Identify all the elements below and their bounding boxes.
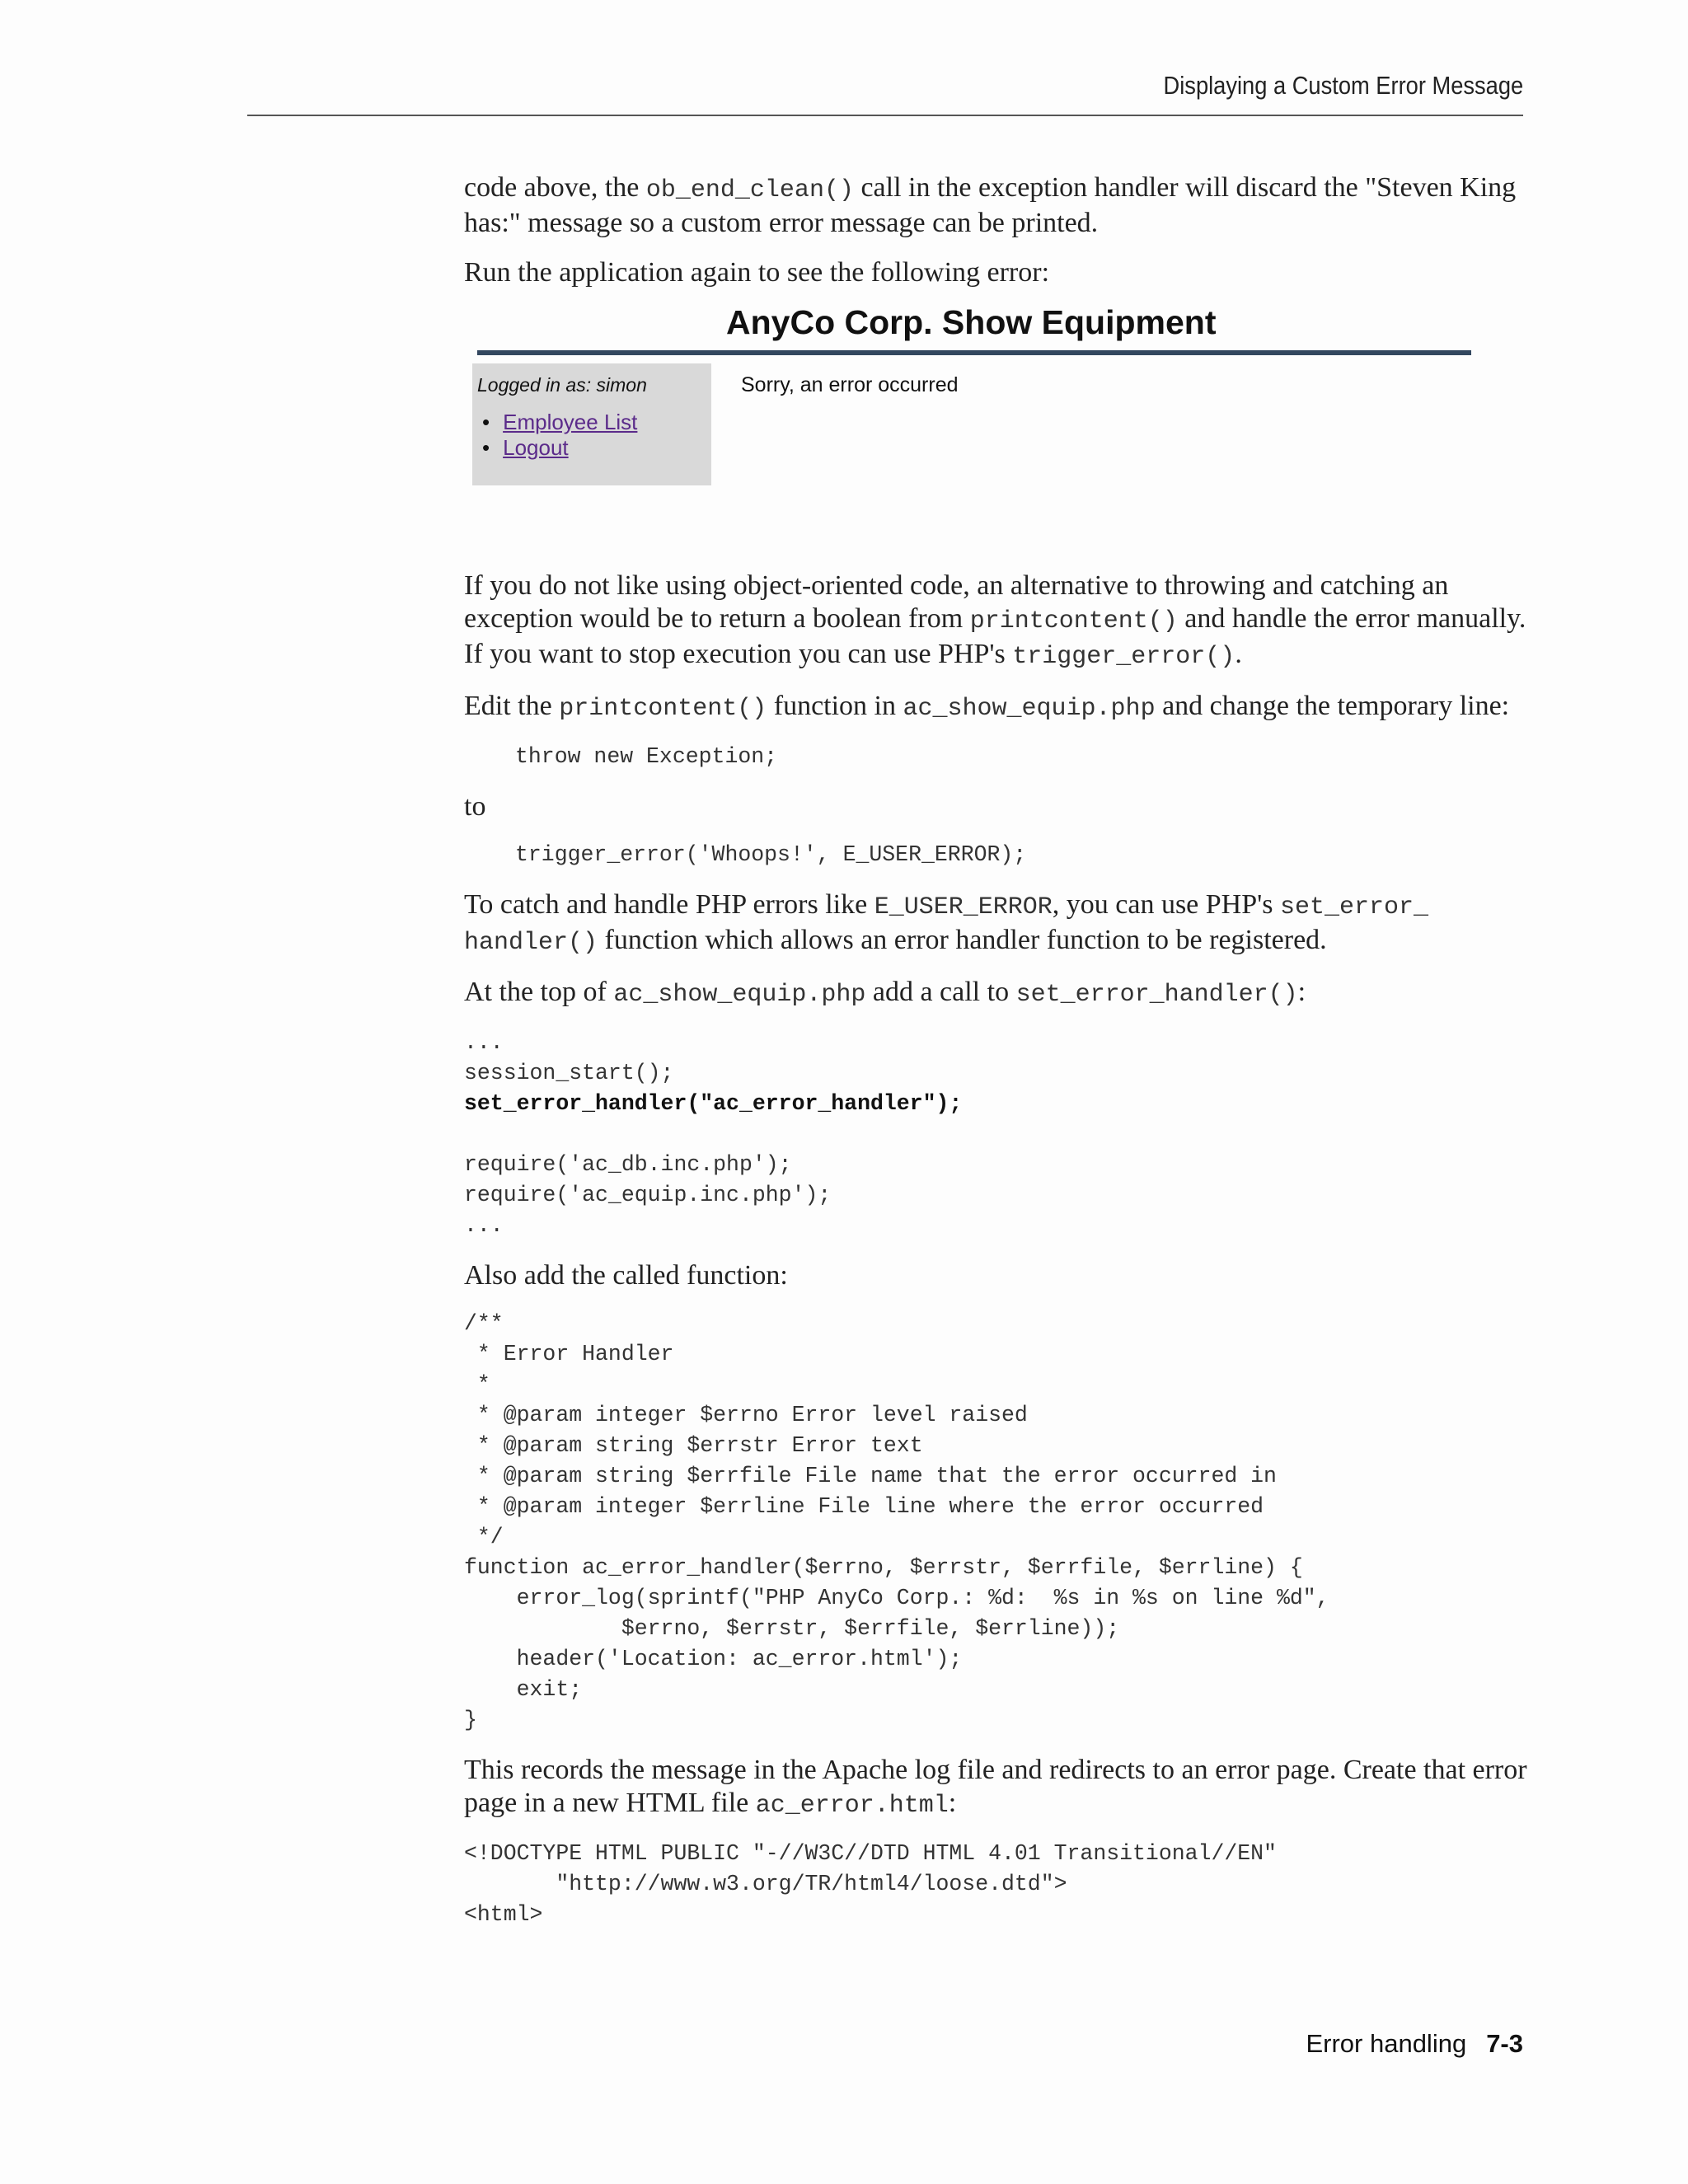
text-run: : bbox=[948, 1788, 957, 1818]
inline-code: ob_end_clean() bbox=[645, 176, 854, 204]
footer-section: Error handling bbox=[1306, 2029, 1467, 2058]
text-run: function which allows an error handler function to be registered. bbox=[598, 925, 1327, 955]
text-run: This records the message in the Apache log file and redirects to an error page. Create that error page in a new HTML file bbox=[464, 1755, 1527, 1818]
page-body bbox=[464, 171, 1527, 1930]
page-footer bbox=[1306, 2029, 1523, 2059]
code-text: ... session_start(); bbox=[464, 1030, 674, 1085]
text-run: To catch and handle PHP errors like bbox=[464, 889, 874, 920]
inline-code: printcontent() bbox=[969, 607, 1178, 635]
text-run: call in the exception handler will discard the "Steven King has:" message so a custom error message can be printed. bbox=[464, 172, 1517, 238]
app-title: AnyCo Corp. Show Equipment bbox=[726, 303, 1217, 341]
app-sidebar bbox=[472, 363, 711, 485]
text-run: : bbox=[1297, 977, 1306, 1007]
inline-code: set_error_handler() bbox=[1015, 981, 1298, 1009]
inline-code: E_USER_ERROR bbox=[874, 893, 1053, 921]
code-highlight: set_error_handler("ac_error_handler"); bbox=[464, 1091, 963, 1116]
text-run: function in bbox=[767, 691, 903, 721]
app-title-rule bbox=[477, 350, 1471, 355]
inline-code: set_error_ bbox=[1280, 893, 1429, 921]
inline-code: ac_show_equip.php bbox=[613, 981, 866, 1009]
text-run: Edit the bbox=[464, 691, 560, 721]
running-header: Displaying a Custom Error Message bbox=[1163, 71, 1523, 100]
employee-list-link[interactable]: Employee List bbox=[503, 410, 638, 434]
code-block-set-error-handler bbox=[464, 1028, 1527, 1241]
paragraph-catch-errors bbox=[464, 888, 1527, 959]
code-block-html: <!DOCTYPE HTML PUBLIC "-//W3C//DTD HTML 4.01 Transitional//EN" "http://www.w3.org/TR/html4/loose.dtd"> <html> bbox=[464, 1841, 1277, 1927]
header-divider bbox=[247, 115, 1523, 116]
code-text: require('ac_db.inc.php'); require('ac_equip.inc.php'); ... bbox=[464, 1152, 832, 1238]
text-run: At the top of bbox=[464, 977, 614, 1007]
paragraph-run-again: Run the application again to see the following error: bbox=[464, 257, 1050, 288]
inline-code: handler() bbox=[464, 929, 598, 957]
logged-in-label: Logged in as: simon bbox=[477, 374, 647, 396]
paragraph-apache-log bbox=[464, 1754, 1527, 1822]
text-run: add a call to bbox=[865, 977, 1016, 1007]
code-block-error-handler: /** * Error Handler * * @param integer $errno Error level raised * @param string $errstr Error text * @param string $errfile File name that the error occurred in * @param integer $errline File line where the error occurred */ function ac_error_handler($errno, $errstr, $errfile, $errline) { error_log(sprintf("PHP AnyCo Corp.: %d: %s in %s on line %d", $errno, $errstr, $errfile, $errline)); header('Location: ac_error.html'); exit; } bbox=[464, 1311, 1329, 1732]
code-block-trigger-error: trigger_error('Whoops!', E_USER_ERROR); bbox=[515, 842, 1027, 867]
inline-code: ac_show_equip.php bbox=[903, 695, 1156, 723]
text-run: If you do not like using object-oriented code, an alternative to throwing and catching an exception would be to return a boolean from bbox=[464, 570, 1449, 634]
paragraph-add-function: Also add the called function: bbox=[464, 1260, 788, 1291]
text-run: , you can use PHP's bbox=[1052, 889, 1280, 920]
text-run: code above, the bbox=[464, 172, 646, 203]
inline-code: trigger_error() bbox=[1012, 643, 1236, 671]
nav-item-employee-list bbox=[482, 410, 637, 435]
nav-item-logout bbox=[482, 435, 637, 461]
inline-code: printcontent() bbox=[559, 695, 767, 723]
code-block-throw: throw new Exception; bbox=[515, 744, 778, 769]
app-screenshot bbox=[464, 303, 1527, 504]
text-run: and handle the error manually. If you want to stop execution you can use PHP's bbox=[464, 603, 1526, 669]
page-number: 7-3 bbox=[1486, 2029, 1523, 2058]
paragraph-to: to bbox=[464, 791, 486, 822]
error-message: Sorry, an error occurred bbox=[741, 373, 959, 396]
text-run: and change the temporary line: bbox=[1155, 691, 1510, 721]
paragraph-ob-end-clean bbox=[464, 171, 1527, 240]
text-run: . bbox=[1235, 639, 1242, 669]
inline-code: ac_error.html bbox=[755, 1792, 949, 1820]
paragraph-top-of-file bbox=[464, 976, 1527, 1011]
paragraph-alternative bbox=[464, 569, 1527, 673]
logout-link[interactable]: Logout bbox=[503, 435, 569, 460]
app-nav-list bbox=[482, 410, 637, 461]
paragraph-edit-printcontent bbox=[464, 690, 1527, 725]
